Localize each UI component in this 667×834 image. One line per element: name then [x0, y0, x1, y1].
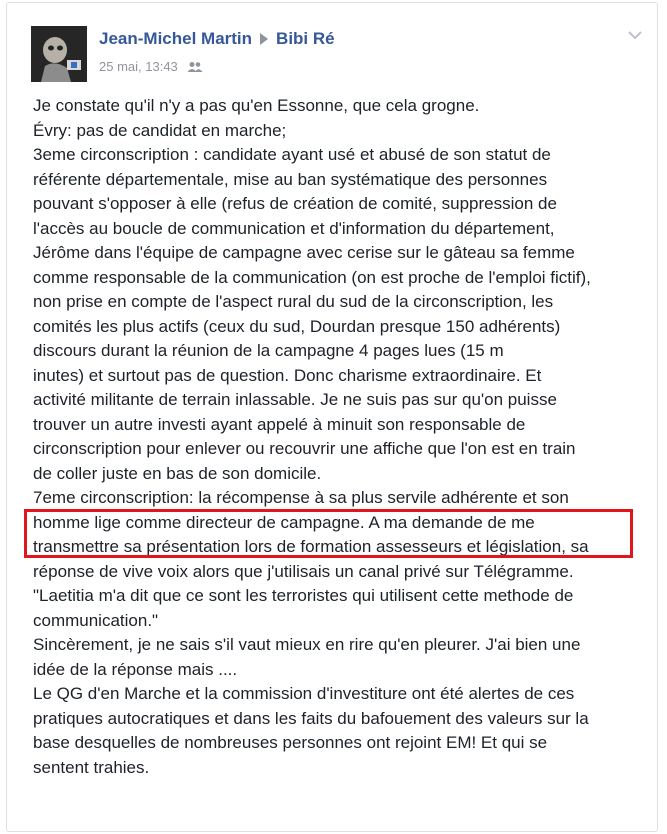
- post-text-line: inutes) et surtout pas de question. Donc charisme extraordinaire. Et: [33, 365, 542, 385]
- post-text-line: transmettre sa présentation lors de formation assesseurs et législation, sa: [33, 537, 589, 556]
- post-text-line: homme lige comme directeur de campagne. A ma demande de me: [33, 512, 535, 532]
- post-text-line: Jérôme dans l'équipe de campagne avec cerise sur le gâteau sa femme: [33, 243, 575, 262]
- post-text-line: Évry: pas de candidat en marche;: [33, 120, 287, 140]
- chevron-down-icon[interactable]: [627, 27, 643, 45]
- post-text-line: 3eme circonscription : candidate ayant usé et abusé de son statut de: [33, 145, 551, 164]
- post-text-line: "Laetitia m'a dit que ce sont les terroristes qui utilisent cette methode de: [33, 586, 574, 605]
- post-text-line: base desquelles de nombreuses personnes ont rejoint EM! Et qui se: [33, 733, 548, 752]
- post-text-line: Sincèrement, je ne sais s'il vaut mieux en rire qu'en pleurer. J'ai bien une: [33, 635, 581, 654]
- avatar-image: [31, 26, 87, 82]
- post-meta: [99, 59, 203, 76]
- post-text-line: réponse de vive voix alors que j'utilisais un canal privé sur Télégramme.: [33, 561, 574, 581]
- post-text-line: comités les plus actifs (ceux du sud, Dourdan presque 150 adhérents): [33, 316, 561, 336]
- post-text-line: non prise en compte de l'aspect rural du sud de la circonscription, les: [33, 292, 554, 311]
- post-text-line: Je constate qu'il n'y a pas qu'en Essonne, que cela grogne.: [33, 96, 480, 115]
- post-text-line: comme responsable de la communication (on est proche de l'emploi fictif),: [33, 267, 591, 287]
- post-text-line: l'accès au boucle de communication et d'information du département,: [33, 218, 555, 238]
- post-text-line: référente départementale, mise au ban systématique des personnes: [33, 169, 548, 189]
- post-text-line: communication.": [33, 610, 159, 630]
- author-name-link[interactable]: Jean-Michel Martin: [99, 29, 253, 48]
- avatar[interactable]: [31, 26, 87, 82]
- post-text-line: pratiques autocratiques et dans les faits du bafouement des valeurs sur la: [33, 708, 589, 728]
- post-body: [33, 94, 658, 780]
- post-text-line: de coller juste en bas de son domicile.: [33, 463, 322, 483]
- friends-icon[interactable]: [187, 61, 203, 76]
- post-text-line: trouver un autre investi ayant appelé à minuit son responsable de: [33, 414, 526, 434]
- post-card: [6, 2, 658, 832]
- post-text-line: 7eme circonscription: la récompense à sa plus servile adhérente et son: [33, 488, 569, 507]
- post-timestamp[interactable]: 25 mai, 13:43: [99, 59, 178, 74]
- group-name-link[interactable]: Bibi Ré: [276, 29, 335, 48]
- post-text-line: idée de la réponse mais ....: [33, 659, 238, 679]
- post-text-line: Le QG d'en Marche et la commission d'investiture ont été alertes de ces: [33, 684, 575, 703]
- post-header: [99, 29, 335, 49]
- post-text-line: activité militante de terrain inlassable. Je ne suis pas sur qu'on puisse: [33, 390, 557, 409]
- post-text-line: discours durant la réunion de la campagne 4 pages lues (15 m: [33, 341, 504, 360]
- post-text-line: circonscription pour enlever ou recouvrir une affiche que l'on est en train: [33, 439, 576, 458]
- post-text-line: sentent trahies.: [33, 757, 150, 777]
- arrow-right-icon: [260, 33, 268, 45]
- post-text-line: pouvant s'opposer à elle (refus de création de comité, suppression de: [33, 194, 557, 213]
